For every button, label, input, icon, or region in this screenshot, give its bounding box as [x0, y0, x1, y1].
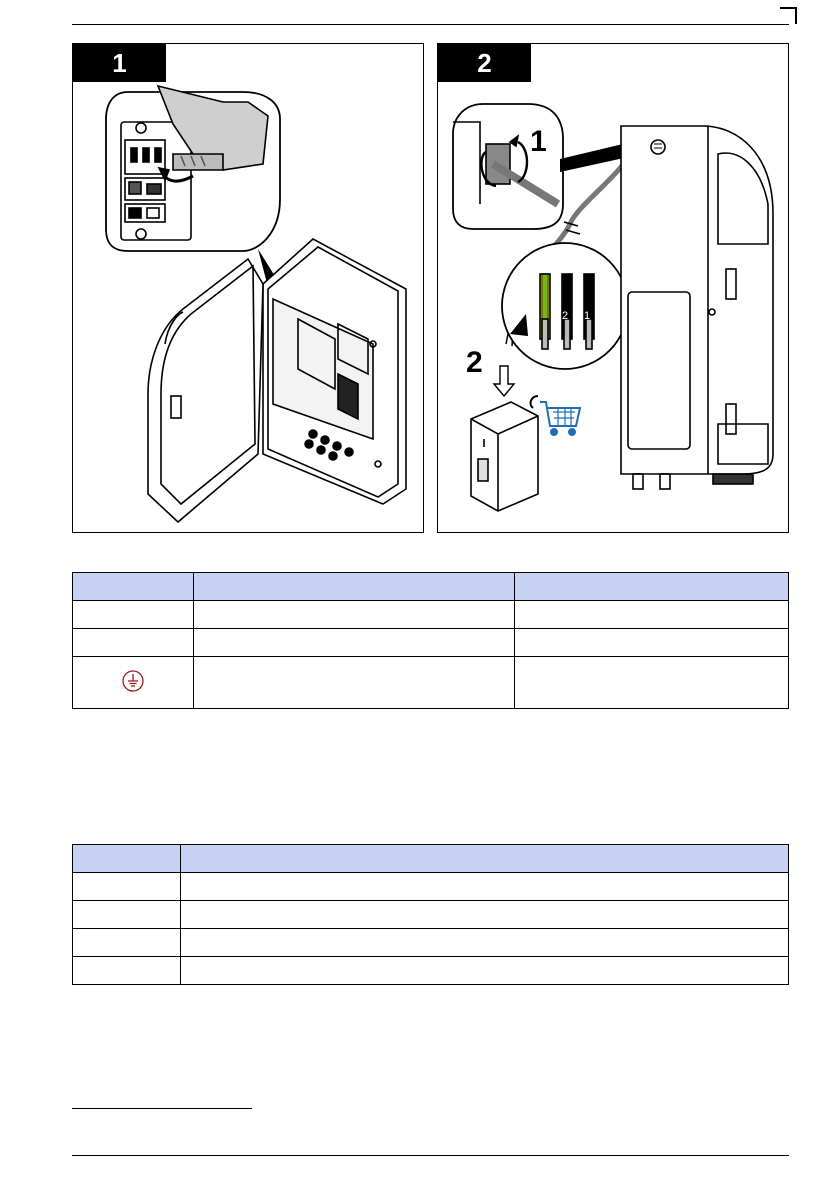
- column-header: [73, 845, 181, 873]
- table-cell: [180, 901, 788, 929]
- callout-strip-number: 2: [466, 346, 483, 379]
- table-cell: [73, 929, 181, 957]
- table-row: [73, 957, 789, 985]
- table-cell: [180, 957, 788, 985]
- wire-detail: [502, 243, 628, 369]
- ground-cell: [73, 657, 194, 709]
- table-row: [73, 929, 789, 957]
- table-cell: [515, 629, 789, 657]
- table-cell: [73, 901, 181, 929]
- disconnect-switch: [471, 402, 538, 511]
- table-header-row: [73, 845, 789, 873]
- table-cell: [193, 629, 515, 657]
- table-row: [73, 901, 789, 929]
- table-row: [73, 629, 789, 657]
- footnote-rule: [72, 1108, 252, 1109]
- corner-bracket-icon: [776, 6, 798, 28]
- wire-label-1: 1: [584, 310, 591, 322]
- step-number-1: 1: [73, 44, 166, 82]
- wire-label-2: 2: [562, 310, 569, 322]
- table-cell: [515, 657, 789, 709]
- table-cell: [193, 657, 515, 709]
- table-cell: [73, 873, 181, 901]
- column-header: [515, 573, 789, 601]
- footer-rule: [72, 1155, 789, 1156]
- table-row: [73, 657, 789, 709]
- cart-arrow: [531, 396, 538, 408]
- table-cell: [180, 929, 788, 957]
- table-cell: [515, 601, 789, 629]
- figure-panel-2: [437, 43, 789, 533]
- panel-1-illustration: [73, 44, 424, 533]
- power-inlet-detail: [106, 86, 280, 251]
- table-cell: [73, 957, 181, 985]
- wiring-table: [72, 572, 789, 709]
- second-table: [72, 844, 789, 985]
- table-row: [73, 601, 789, 629]
- analyzer-side-view: [621, 126, 773, 489]
- cart-icon: [540, 402, 580, 435]
- table-row: [73, 873, 789, 901]
- table-cell: [73, 629, 194, 657]
- table-header-row: [73, 573, 789, 601]
- callout-rotate-number: 1: [530, 125, 547, 158]
- down-arrow-icon: [494, 366, 514, 396]
- column-header: [73, 573, 194, 601]
- cable-gland-detail: [453, 104, 563, 229]
- column-header: [193, 573, 515, 601]
- table-cell: [193, 601, 515, 629]
- enclosure-open: [148, 239, 406, 522]
- table-cell: [73, 601, 194, 629]
- table-cell: [180, 873, 788, 901]
- step-number-2: 2: [438, 44, 531, 82]
- header-rule: [72, 24, 789, 25]
- figure-panel-1: [72, 43, 424, 533]
- column-header: [180, 845, 788, 873]
- panel-2-illustration: [438, 44, 789, 533]
- protective-earth-icon: [122, 670, 144, 692]
